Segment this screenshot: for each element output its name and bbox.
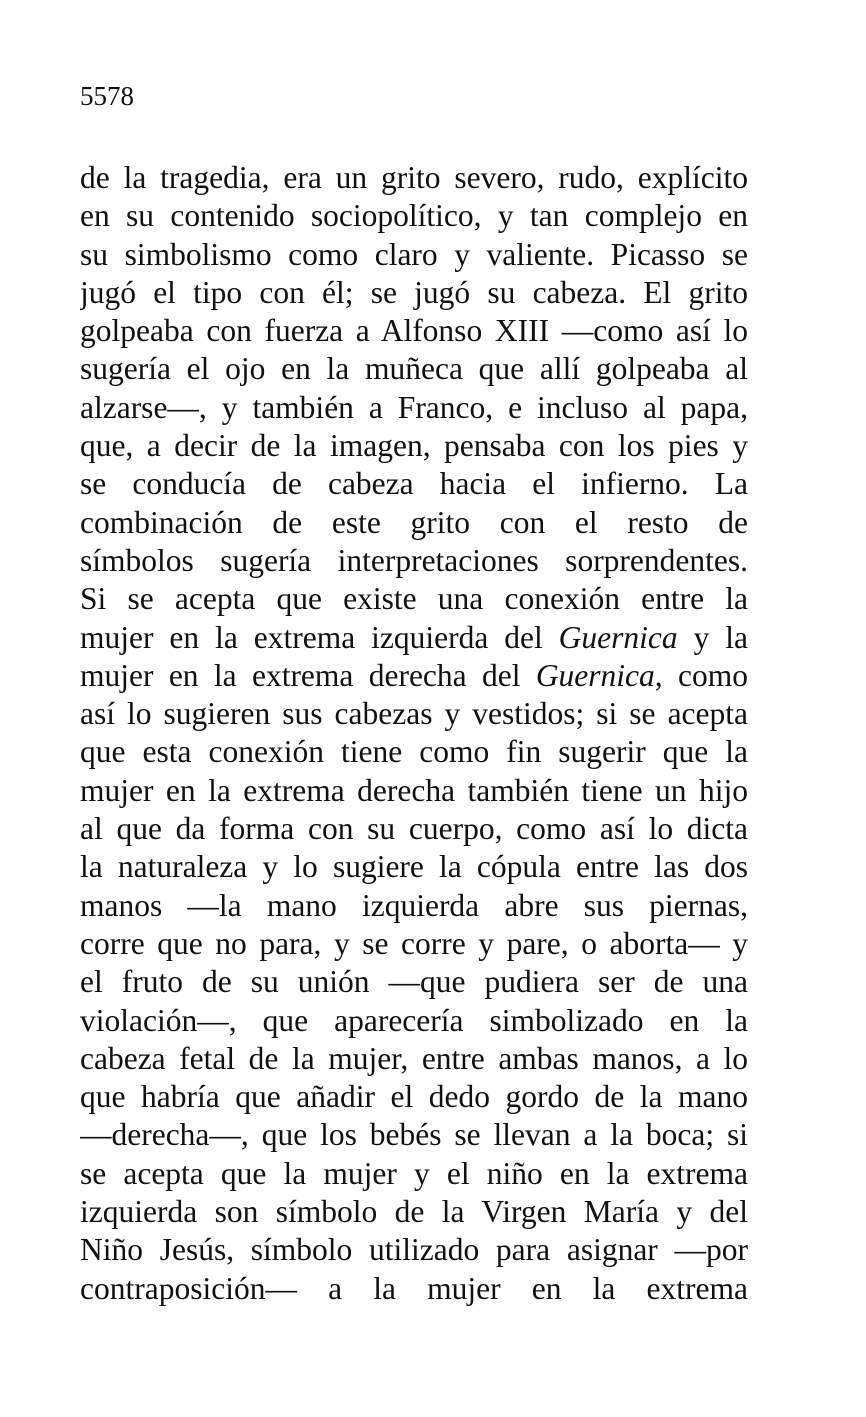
text-line: símbolos sugería interpretaciones sorprendentes. xyxy=(80,542,748,578)
text-line: en su contenido sociopolítico, y tan complejo en xyxy=(80,198,748,234)
text-line: alzarse—, y también a Franco, e incluso al papa, xyxy=(80,389,748,425)
text-line: contraposición— a la mujer en la extrema xyxy=(80,1270,748,1306)
text-line: el fruto de su unión —que pudiera ser de una xyxy=(80,964,748,1000)
text-segment: , como xyxy=(654,657,748,693)
text-line: violación—, que aparecería simbolizado en la xyxy=(80,1002,748,1038)
text-line: Si se acepta que existe una conexión entre la xyxy=(80,581,748,617)
text-line: al que da forma con su cuerpo, como así lo dicta xyxy=(80,811,748,847)
text-line xyxy=(80,657,748,695)
text-line: se conducía de cabeza hacia el infierno. La xyxy=(80,466,748,502)
page-number: 5578 xyxy=(80,81,134,111)
text-line: izquierda son símbolo de la Virgen María y del xyxy=(80,1194,748,1230)
text-line: que habría que añadir el dedo gordo de la mano xyxy=(80,1079,748,1115)
text-line: la naturaleza y lo sugiere la cópula entre las dos xyxy=(80,849,748,885)
text-line: se acepta que la mujer y el niño en la extrema xyxy=(80,1155,748,1191)
text-line: manos —la mano izquierda abre sus piernas, xyxy=(80,887,748,923)
text-segment: mujer en la extrema derecha del xyxy=(80,657,536,693)
text-line: corre que no para, y se corre y pare, o aborta— y xyxy=(80,925,748,961)
text-line xyxy=(80,619,748,657)
text-line: mujer en la extrema derecha también tiene un hijo xyxy=(80,772,748,808)
text-line: sugería el ojo en la muñeca que allí golpeaba al xyxy=(80,351,748,387)
text-line: jugó el tipo con él; se jugó su cabeza. El grito xyxy=(80,274,748,310)
text-line: que esta conexión tiene como fin sugerir que la xyxy=(80,734,748,770)
text-segment: mujer en la extrema izquierda del xyxy=(80,619,559,655)
text-line: Niño Jesús, símbolo utilizado para asignar —por xyxy=(80,1232,748,1268)
text-line: golpeaba con fuerza a Alfonso XIII —como así lo xyxy=(80,313,748,349)
text-line: combinación de este grito con el resto de xyxy=(80,504,748,540)
text-line: de la tragedia, era un grito severo, rudo, explícito xyxy=(80,160,748,195)
italic-title: Guernica xyxy=(535,657,655,693)
text-segment: y la xyxy=(677,619,748,655)
body-text xyxy=(80,159,748,1308)
italic-title: Guernica xyxy=(558,619,678,655)
text-line: —derecha—, que los bebés se llevan a la boca; si xyxy=(80,1117,748,1153)
text-line: que, a decir de la imagen, pensaba con los pies y xyxy=(80,428,748,464)
text-line: su simbolismo como claro y valiente. Picasso se xyxy=(80,236,748,272)
text-line: así lo sugieren sus cabezas y vestidos; si se acepta xyxy=(80,696,748,732)
text-line: cabeza fetal de la mujer, entre ambas manos, a lo xyxy=(80,1040,748,1076)
